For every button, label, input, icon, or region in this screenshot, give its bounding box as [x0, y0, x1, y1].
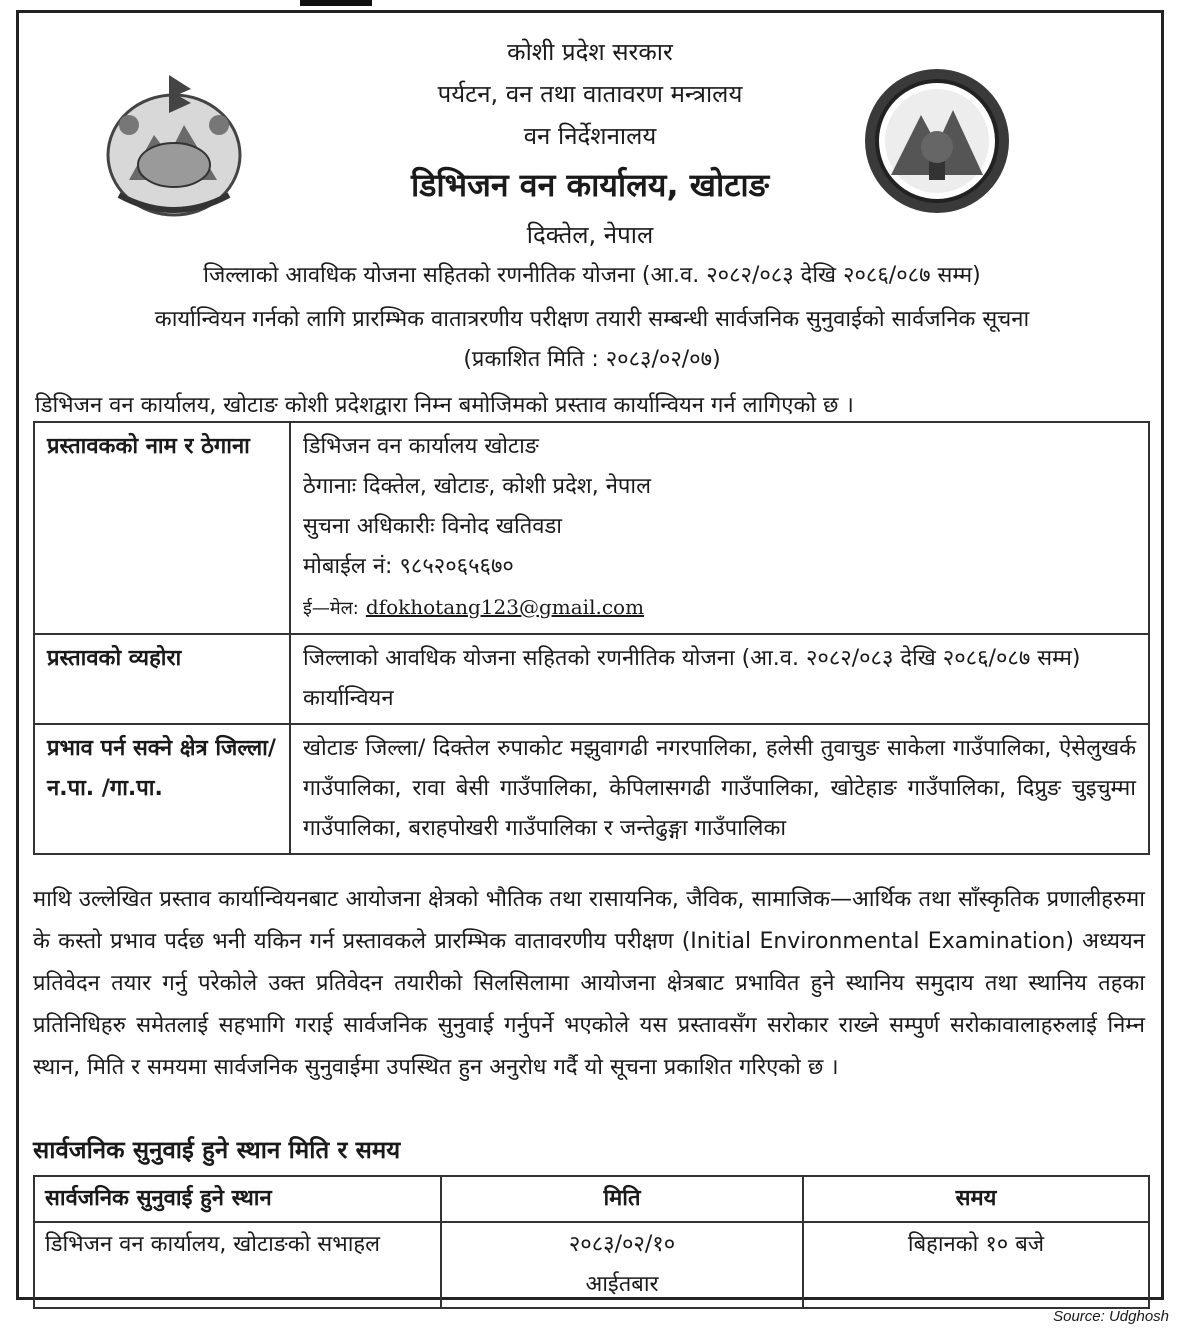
proposal-subject: जिल्लाको आवधिक योजना सहितको रणनीतिक योजना (आ.व. २०८२/०८३ देखि २०८६/०८७ सम्म) कार्यान्वियन — [290, 634, 1149, 724]
publication-date: (प्रकाशित मिति : २०८३/०२/०७) — [463, 347, 721, 372]
proposal-table — [33, 421, 1150, 855]
government-name: कोशी प्रदेश सरकार — [507, 38, 673, 66]
notice-subject-line1: जिल्लाको आवधिक योजना सहितको रणनीतिक योजना (आ.व. २०८२/०८३ देखि २०८६/०८७ सम्म) — [203, 263, 981, 288]
affected-area-label: प्रभाव पर्न सक्ने क्षेत्र जिल्ला/न.पा. /गा.पा. — [34, 724, 290, 854]
table-row — [34, 1222, 1149, 1308]
hearing-date: २०८३/०२/१० — [568, 1232, 676, 1257]
office-title: डिभिजन वन कार्यालय, खोटाङ — [410, 166, 770, 204]
proposer-details — [290, 422, 1149, 634]
email-line — [303, 587, 1136, 629]
email-link[interactable]: dfokhotang123@gmail.com — [365, 595, 645, 619]
ministry-name: पर्यटन, वन तथा वातावरण मन्त्रालय — [437, 80, 743, 108]
hearing-table — [33, 1175, 1150, 1309]
table-row — [34, 422, 1149, 634]
proposal-subject-label: प्रस्तावको व्यहोरा — [34, 634, 290, 724]
hearing-heading: सार्वजनिक सुनुवाई हुने स्थान मिति र समय — [33, 1136, 401, 1164]
body-paragraph: माथि उल्लेखित प्रस्ताव कार्यान्वियनबाट आयोजना क्षेत्रको भौतिक तथा रासायनिक, जैविक, सामाजिक—आर्थिक तथा साँस्कृतिक प्रणालीहरुमा के कस्तो प्रभाव पर्दछ भनी यकिन गर्न प्रस्तावकले प्रारम्भिक वातावरणीय परीक्षण (Initial Environmental Examination) अध्ययन प्रतिवेदन तयार गर्नु परेकोले उक्त प्रतिवेदन तयारीको सिलसिलामा आयोजना क्षेत्रबाट प्रभावित हुने स्थानिय समुदाय तथा स्थानिय तहका प्रतिनिधिहरु समेतलाई सहभागि गराई सार्वजनिक सुनुवाई गर्नुपर्ने भएकोले यस प्रस्तावसँग सरोकार राख्ने सम्पुर्ण सरोकावालाहरुलाई निम्न स्थान, मिति र समयमा सार्वजनिक सुनुवाईमा उपस्थित हुन अनुरोध गर्दै यो सूचना प्रकाशित गरिएको छ । — [33, 887, 1145, 1080]
table-row — [34, 634, 1149, 724]
notice-subject-line2: कार्यान्वियन गर्नको लागि प्रारम्भिक वातात्ररणीय परीक्षण तयारी सम्बन्धी सार्वजनिक सुनुवाईको सार्वजनिक सूचना — [154, 307, 1030, 332]
col-date-header: मिति — [441, 1176, 803, 1222]
hearing-time: बिहानको १० बजे — [803, 1222, 1149, 1308]
proposer-name: डिभिजन वन कार्यालय खोटाङ — [303, 434, 539, 459]
col-place-header: सार्वजनिक सुनुवाई हुने स्थान — [34, 1176, 441, 1222]
table-row — [34, 724, 1149, 854]
source-credit: Source: Udghosh — [1053, 1308, 1169, 1325]
hearing-date-cell — [441, 1222, 803, 1308]
notice-frame — [16, 10, 1164, 1300]
table-header-row — [34, 1176, 1149, 1222]
proposer-address: ठेगानाः दिक्तेल, खोटाङ, कोशी प्रदेश, नेपाल — [303, 474, 652, 499]
top-edge-mark — [300, 0, 372, 6]
hearing-place: डिभिजन वन कार्यालय, खोटाङको सभाहल — [34, 1222, 441, 1308]
email-label: ई—मेल: — [303, 598, 359, 619]
intro-statement: डिभिजन वन कार्यालय, खोटाङ कोशी प्रदेशद्वारा निम्न बमोजिमको प्रस्ताव कार्यान्वियन गर्न लागिएको छ । — [35, 393, 854, 418]
proposer-label: प्रस्तावकको नाम र ठेगाना — [34, 422, 290, 634]
col-time-header: समय — [803, 1176, 1149, 1222]
mobile-number: मोबाईल नं: ९८५२०६५६७० — [303, 554, 514, 579]
office-location: दिक्तेल, नेपाल — [526, 221, 654, 249]
hearing-day: आईतबार — [585, 1272, 659, 1297]
affected-area: खोटाङ जिल्ला/ दिक्तेल रुपाकोट मझुवागढी नगरपालिका, हलेसी तुवाचुङ साकेला गाउँपालिका, ऐसेलुखर्क गाउँपालिका, रावा बेसी गाउँपालिका, केपिलासगढी गाउँपालिका, खोटेहाङ गाउँपालिका, दिप्रुङ चुइचुम्मा गाउँपालिका, बराहपोखरी गाउँपालिका र जन्तेढुङ्गा गाउँपालिका — [290, 724, 1149, 854]
directorate-name: वन निर्देशनालय — [523, 122, 657, 150]
information-officer: सुचना अधिकारीः विनोद खतिवडा — [303, 514, 562, 539]
